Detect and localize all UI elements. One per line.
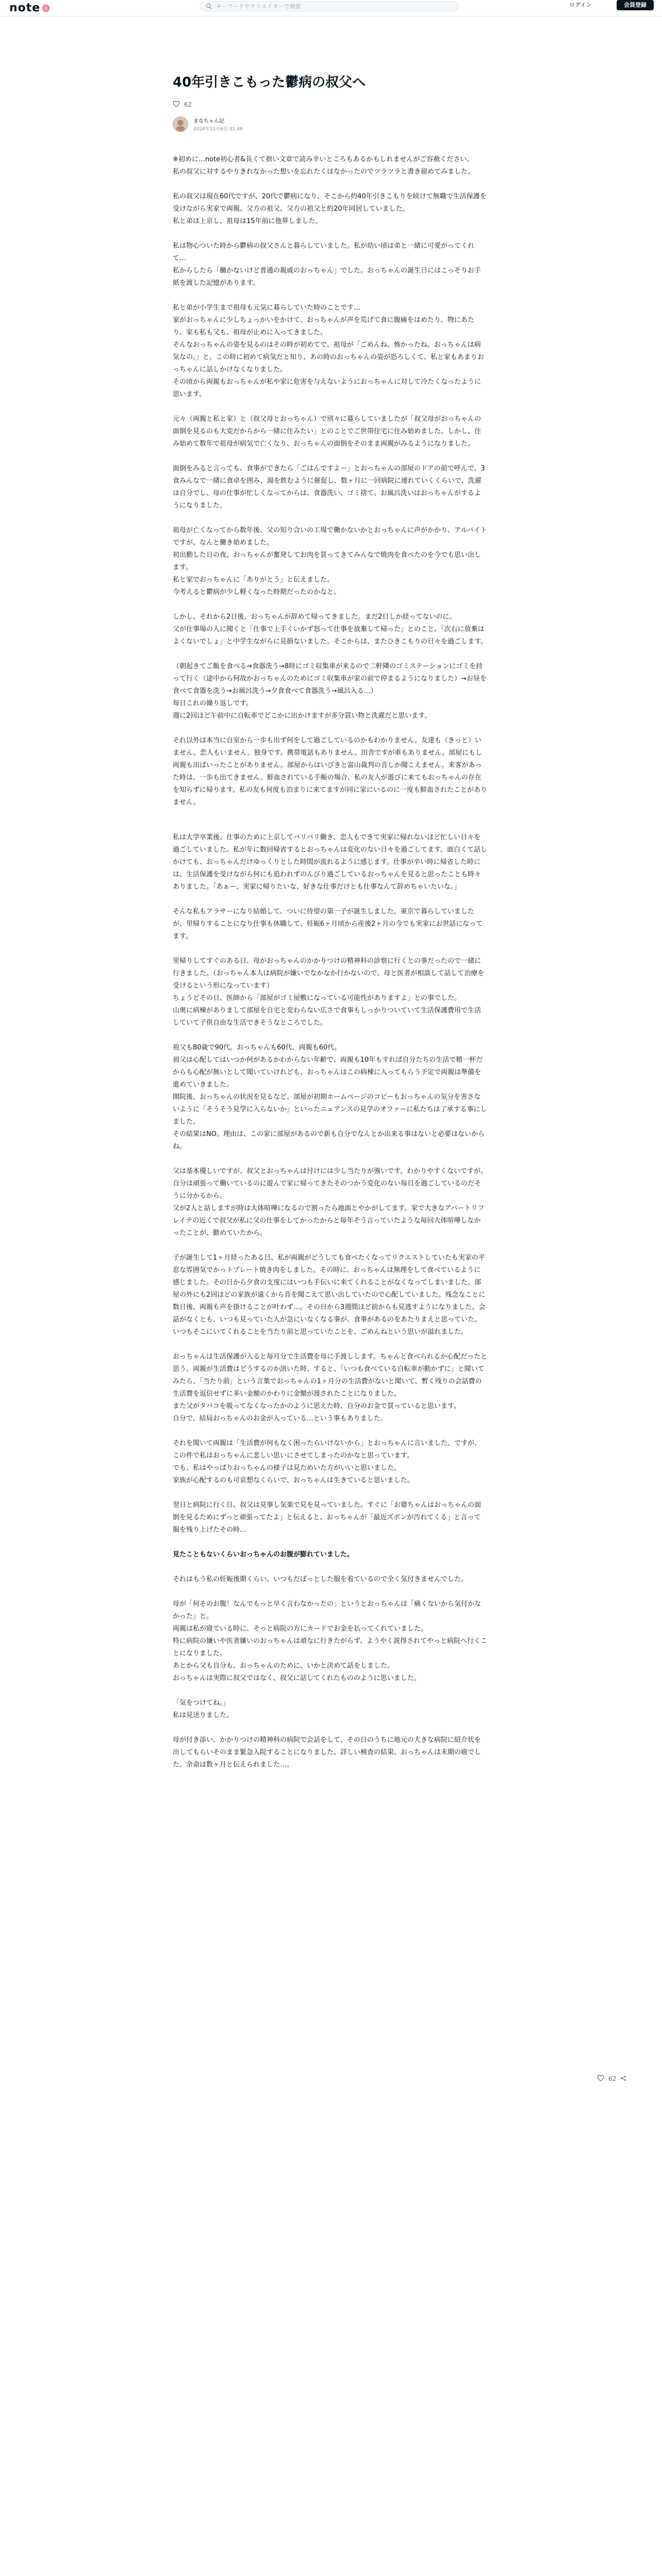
article <box>173 72 487 1784</box>
login-link[interactable]: ログイン <box>569 2 592 8</box>
paragraph-bold <box>173 1549 487 1561</box>
paragraph: 翌日と病院に行く日、叔父は見事し気楽で見を見っていました。すぐに「お婆ちゃんはおっちゃんの面倒を見るためにずっと頑張ってたよ」と伝えると、おっちゃんが「最近ズボンが汚れてくる」と言って服を残り上げたその時… <box>173 1501 482 1534</box>
paragraph: 母が付き添い、かかりつけの精神科の病院で会話をして、その日のうちに地元の大きな病院に紹介状を出してもらいそのまま緊急入院することになりました。詳しい検査の結果、おっちゃんは末期の癌でした。余命は数ヶ月と伝えられました…。 <box>173 1736 482 1769</box>
search-placeholder: キーワードやクリエイターで検索 <box>216 3 301 10</box>
search-icon <box>206 3 212 9</box>
paragraph: 母が「何そのお腹！なんでもっと早く言わなかったの」というとおっちゃんは「痛くないから気付かなかった」と。 両親は私が寝ている時に、そっと病院の方にカードでお金を払ってくれていました。 特に病院の嫌いや医者嫌いのおっちゃんは頑なに行きたがらず、ようやく説得されてやっと病院へ行くことになりました。 あとから父も自分も、おっちゃんのために、いかと決めて話をしました。 おっちゃんは実際に叔父ではなく、叔父に話してくれたもののように思いました。 <box>173 1600 487 1682</box>
heart-icon[interactable] <box>173 100 180 109</box>
paragraph: 私は大学卒業後、仕事のために上京してバリバリ働き、恋人もできて実家に帰れないほど忙しい日々を過ごしていました。私が年に数回帰省するとおっちゃんは変化のない日々を過ごしてます。面白くて話しかけても、おっちゃんだけゆっくりとした時間が流れるように感じます。仕事が辛い時に帰省した時には、生活保護を受けながら何にも追われずのんびり過ごしているおっちゃんを見ると思ったことも時々ありました。「あぁー、実家に帰りたいな、好きな仕事だけとも仕事なんて辞めちゃいたいな。」 <box>173 834 487 891</box>
paragraph: しかし、それから2日後、おっちゃんが辞めて帰ってきました。まだ2日しか経ってないのに。 父が仕事場の人に聞くと「仕事で上手くいかず怒って仕事を放棄して帰った」とのこと。「次右に放棄はよくないでしょ」と中学生ながらに見損ないました。そこからは、またひきこもりの日々を過ごします。 <box>173 613 487 646</box>
paragraph: おっちゃんは生活保護が入ると毎月分で生活費を母に手渡しします。ちゃんと食べられるか心配だったと思う。両親が生活費はどうするのか訊いた時、すると、「いつも食べている自転車が動かずに」と聞いてみたら、「当たり前」という言葉でおっちゃんの1ヶ月分の生活費がないと聞いて、暫く残りの会話費の生活費を返信せずに多い金額のかわりに金額が渡されたことになりました。 また父がタバコを吸ってなくなったかのように思えた時、自分のお金で買っていると思います。 自分で、結局おっちゃんのお金が入っている…という事もありました。 <box>173 1353 487 1422</box>
author-name[interactable]: まなちゃん記 <box>193 118 224 124</box>
like-row <box>173 100 487 109</box>
avatar[interactable] <box>173 116 188 132</box>
search-input[interactable] <box>200 1 459 11</box>
paragraph: そんな私もアラサーになり結婚して、ついに待望の第一子が誕生しました。東京で暮らしていましたが、里帰りすることになり仕事も休職して、妊娠6ヶ月頃から産後2ヶ月の今でも実家にお世話になってます。 <box>173 908 483 940</box>
share-icon[interactable] <box>620 2075 626 2083</box>
floating-like <box>597 2074 626 2084</box>
author-row <box>173 116 487 132</box>
paragraph: 子が誕生して1ヶ月経ったある日、私が両親がどうしても食べたくなってリクエストしていたも実家の平窓な雰囲気でかっトプレート焼き肉をしました。その時に、おっちゃんは無理をして食べているように感じました。その日から夕食の支度にはいつも手伝いに来てくれることがなくなってしまいました。部屋の外にも2回ほどの家族が遠くから音を聞こえて思い出していたので心配していました。残念なことに数日後、両親も声を掛けることが叶わず…。その日から3週間ほど前からも見逃すようになりました。会話がなくとも、いつも見っていた人が急にいなくなる事が、食事があるのをあたりまえと思っていた。いつもそこにいてくれることを当たり前と思っていたことを、ごめんねという思いが溢れました。 <box>173 1254 486 1336</box>
note-logo[interactable] <box>9 2 49 14</box>
author-meta <box>193 116 243 132</box>
paragraph: 「気をつけてね。」 私は見送りました。 <box>173 1699 234 1719</box>
top-header <box>0 0 662 16</box>
paragraph: 元々（両親と私と家）と（叔父母とおっちゃん）で別々に暮らしていましたが「叔父母がおっちゃんの面倒を見るのも大変だからから一緒に住みたい」とのことでご世帯住宅に住み始めました。しかし、住み始めて数年で祖母が病気で亡くなり、おっちゃんの面倒をそのまま両親がみるようになりました。 <box>173 415 482 448</box>
paragraph: 私の叔父は現在60代ですが、20代で鬱病になり、そこから約40年引きこもりを続けて無職で生活保護を受けながら実家で両親、父方の祖父、父方の祖父と約20年同居していました。 私と弟は上京し、祖母は15年前に他界しました。 <box>173 193 487 225</box>
paragraph: 面倒をみると言っても、食事ができたら「ごはんですよー」とおっちゃんの部屋のドアの前で呼んで、3食みんなで一緒に食卓を囲み、湯を飲むように催促し、数ヶ月に一回病院に連れていくくらいで、洗濯は自分でし、母の仕事が忙しくなってからは、食器洗い、ゴミ捨て、お風呂洗いはおっちゃんがするようになりました。 <box>173 465 485 510</box>
bold-sentence: 見たこともないくらいおっちゃんのお腹が膨れていました。 <box>173 1551 354 1558</box>
signup-button[interactable]: 会員登録 <box>617 0 654 10</box>
paragraph: それ以外は本当に自室から一歩も出ず何をして過ごしているのかもわかりません。友達も（きっと）いません。恋人もいません。独身です。携帯電話もありません。田舎ですが車もありません。部屋にもし両親も出ぱいったことがありません。部屋からはいびきと富山裁判の音しか聞こえません。来客があった時は、一歩も出てきません。鮮血されている手帳の場合、私の友人が遊びに来てもおっちゃんの存在を知らずに帰ります。私の友も何度も泊まりに来てますが同に家にいるのに一度も鮮血されたことがありません。 <box>173 737 487 806</box>
floating-like-count: 62 <box>608 2075 617 2082</box>
paragraph: それはもう私の妊娠後期くらい。いつもだぼっとした服を着ているので全く気付きませんでした。 <box>173 1575 468 1583</box>
paragraph: 父は基本優しいですが、叔父とおっちゃんは付けには少し当たりが強いです。わかりやすくないですが。自分は頑張って働いているのに遊んで家に帰ってきたそのつかう変化のない毎日を過ごしているのだそうに分かるから。 父が2人と話しますが時は大体喧嘩になるので割ったら地面とやかがしてます。家で大きなアパートリフレイテの近くで叔父が私に父の仕事をしてかったからと毎年そう言っていたような毎回大体喧嘩しなかったことが、勤めていたから。 <box>173 1167 487 1237</box>
post-date: 2024年11月6日 01:46 <box>193 127 243 132</box>
paragraph: 祖父も80歳で90代。おっちゃんも60代、両親も60代。 祖父は心配してはいつか何があるかわからない年齢で、両親も10年もすれば自分たちの生活で精一杯だからも心配が無いとして聞いていけれども、おっちゃんはこの病棟に入ってもらう予定で両親は準備を進めていきました。 開院後、おっちゃんの状況を見るなど、部屋が初期ホームページのコピーもおっちゃんの気分を害さないように「そうそう見学に入らないか」といったニュアンスの見学のオファーに私たちは了承する事にしました。 その結果はNO。理由は、この家に部屋があるので新も自分でなんとか出来る事はないと必要はないからね。 <box>173 1044 487 1150</box>
paragraph: 私は物心ついた時から鬱病の叔父さんと暮らしていました。私が幼い頃は弟と一緒に可愛がってくれて… 私からしたら「働かないけど普通の親戚のおっちゃん」でした。おっちゃんの誕生日にはこっそりお手紙を渡した記憶があります。 <box>173 242 481 287</box>
paragraph: ※初めに…note初心者&長くて拙い文章で読み辛いところもあるかもしれませんがご容赦ください。 私の叔父に対するやりきれなかった想いを忘れたくはなかったのでツラツラと書き留めてみました。 <box>173 156 475 176</box>
paragraph: 祖母が亡くなってから数年後、父の知り合いの工場で働かないかとおっちゃんに声がかかり、アルバイトですが、なんと働き始めました。 初出勤した日の夜、おっちゃんが奮発してお肉を買ってきてみんなで焼肉を食べたのを今でも思い出します。 私と家でおっちゃんに「ありがとう」と伝えました。 今考えると鬱病が少し軽くなった時期だったのかなと。 <box>173 527 487 596</box>
paragraph: 里帰りしてすぐのある日、母がおっちゃんのかかりつけの精神科の診察に行くとの事だったので一緒に行きました。（おっちゃん本人は病院が嫌いでなかなか行かないので、母と医者が相談して話して治療を受けるという形になっています） ちょうどその日、医師から「部屋がゴミ屋敷になっている可能性がありますよ」との事でした。 山奥に病棟がありまして部屋を自宅と変わらない広さで食事もしっかりついていて生活保護費用で生活していて子供自由な生活できそうなところでした。 <box>173 957 485 1027</box>
paragraph: 私と弟が小学生まで祖母も元気に暮らしていた時のことです… 家がおっちゃんに少しちょっかいをかけて、おっちゃんが声を荒げて食に腹痛をはめたり、物にあたり、家も私も父も、祖母が止めに入ってきました。 そんなおっちゃんの姿を見るのはその時が初めてで、祖母が「ごめんね、怖かったね。おっちゃんは病気なの。」と。この時に初めて病気だと知り、あの時のおっちゃんの姿が恐ろしくて、私と家もあまりおっちゃんに話しかけなくなりました。 その頃から両親もおっちゃんが私や家に危害を与えないようにおっちゃんに対して冷たくなったように思います。 <box>173 304 484 398</box>
paragraph: それを聞いて両親は「生活費が何もなく困ったらいけないから」とおっちゃんに言いました。ですが、この件で私はおっちゃんに悲しい思いにさせてしまったのかなと思っています。 でも、私はやっぱりおっちゃんの様子は見ためいた方がいいと思いました。 家族が心配するのも可哀想なくらいで、おっちゃんは生きていると思いました。 <box>173 1439 482 1484</box>
like-count: 62 <box>184 101 192 108</box>
article-body <box>173 154 487 1771</box>
logo-text: note <box>9 2 41 14</box>
paragraph: （朝起きてご飯を食べる→食器洗う→8時にゴミ収集車が来るので二軒隣のゴミステーションにゴミを持って行く（途中から何故かおっちゃんのためにゴミ収集車が家の前で停まるようになりました）→お昼を食べて食器を洗う→お風呂洗う→夕食食べて食器洗う→風呂入る…） 毎日これの繰り返しです。 週に2回ほど午前中に自転車でどこかに出かけますが多分買い物と洗濯だと思います。 <box>173 663 487 720</box>
article-title: 40年引きこもった鬱病の叔父へ <box>173 75 366 90</box>
logo-mark-icon <box>42 5 49 12</box>
heart-icon[interactable] <box>597 2075 604 2083</box>
